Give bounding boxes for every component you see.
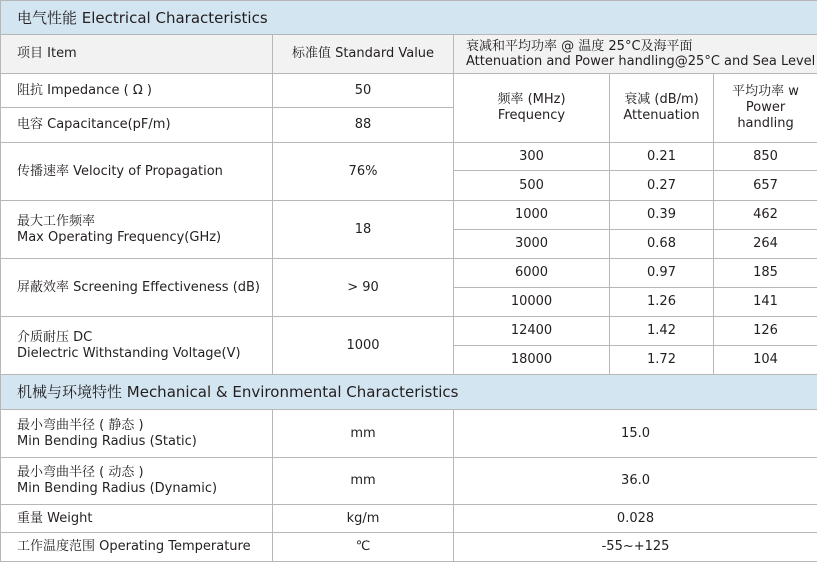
frequency-cell: 500 xyxy=(454,171,610,201)
param-label: 屏蔽效率 Screening Effectiveness (dB) xyxy=(1,259,273,317)
param-value: 1000 xyxy=(273,317,454,375)
attenuation-cell: 0.21 xyxy=(610,143,714,171)
power-subheader-cn: 平均功率 w xyxy=(714,84,817,100)
power-cell: 185 xyxy=(714,259,817,288)
attenuation-subheader xyxy=(610,74,714,143)
mech-value: 0.028 xyxy=(454,505,817,533)
param-label xyxy=(1,201,273,259)
mech-unit: kg/m xyxy=(273,505,454,533)
frequency-cell: 1000 xyxy=(454,201,610,230)
mech-unit: mm xyxy=(273,458,454,505)
param-value: > 90 xyxy=(273,259,454,317)
mech-label-en: Min Bending Radius (Dynamic) xyxy=(17,481,272,497)
power-cell: 462 xyxy=(714,201,817,230)
mech-label xyxy=(1,458,273,505)
attenuation-cell: 1.72 xyxy=(610,346,714,375)
param-label-en: Dielectric Withstanding Voltage(V) xyxy=(17,346,272,362)
frequency-cell: 12400 xyxy=(454,317,610,346)
power-cell: 126 xyxy=(714,317,817,346)
standard-value-header: 标准值 Standard Value xyxy=(273,35,454,74)
param-value: 88 xyxy=(273,108,454,143)
frequency-subheader-en: Frequency xyxy=(454,108,609,124)
attenuation-cell: 0.97 xyxy=(610,259,714,288)
param-label-en: Max Operating Frequency(GHz) xyxy=(17,230,272,246)
power-subheader-en2: handling xyxy=(714,116,817,132)
mech-value: 36.0 xyxy=(454,458,817,505)
attenuation-cell: 1.26 xyxy=(610,288,714,317)
param-label-cn: 介质耐压 DC xyxy=(17,330,272,346)
frequency-cell: 18000 xyxy=(454,346,610,375)
param-label: 电容 Capacitance(pF/m) xyxy=(1,108,273,143)
mech-label: 重量 Weight xyxy=(1,505,273,533)
mech-label-en: Min Bending Radius (Static) xyxy=(17,434,272,450)
mech-label: 工作温度范围 Operating Temperature xyxy=(1,533,273,562)
power-cell: 141 xyxy=(714,288,817,317)
attenuation-cell: 0.68 xyxy=(610,230,714,259)
electrical-section-title: 电气性能 Electrical Characteristics xyxy=(1,1,817,35)
param-value: 50 xyxy=(273,74,454,108)
param-label: 阻抗 Impedance ( Ω ) xyxy=(1,74,273,108)
mech-unit: ℃ xyxy=(273,533,454,562)
frequency-cell: 300 xyxy=(454,143,610,171)
frequency-subheader-cn: 频率 (MHz) xyxy=(454,92,609,108)
attenuation-cell: 1.42 xyxy=(610,317,714,346)
frequency-cell: 10000 xyxy=(454,288,610,317)
attenuation-cell: 0.27 xyxy=(610,171,714,201)
power-cell: 850 xyxy=(714,143,817,171)
mech-label xyxy=(1,410,273,458)
param-label-cn: 最大工作频率 xyxy=(17,214,272,230)
mech-value: 15.0 xyxy=(454,410,817,458)
param-value: 18 xyxy=(273,201,454,259)
power-cell: 264 xyxy=(714,230,817,259)
frequency-cell: 3000 xyxy=(454,230,610,259)
power-subheader xyxy=(714,74,817,143)
attenuation-subheader-cn: 衰减 (dB/m) xyxy=(610,92,713,108)
attenuation-cell: 0.39 xyxy=(610,201,714,230)
attenuation-header-cn: 衰减和平均功率 @ 温度 25°C及海平面 xyxy=(466,39,817,54)
mech-value: -55~+125 xyxy=(454,533,817,562)
param-value: 76% xyxy=(273,143,454,201)
power-subheader-en: Power xyxy=(714,100,817,116)
mechanical-section-title: 机械与环境特性 Mechanical & Environmental Characteristics xyxy=(1,375,817,410)
mech-label-cn: 最小弯曲半径 ( 动态 ) xyxy=(17,465,272,481)
power-cell: 657 xyxy=(714,171,817,201)
item-header: 项目 Item xyxy=(1,35,273,74)
frequency-cell: 6000 xyxy=(454,259,610,288)
param-label xyxy=(1,317,273,375)
mech-unit: mm xyxy=(273,410,454,458)
power-cell: 104 xyxy=(714,346,817,375)
mech-label-cn: 最小弯曲半径 ( 静态 ) xyxy=(17,418,272,434)
attenuation-header-en: Attenuation and Power handling@25°C and Sea Level xyxy=(466,54,817,69)
attenuation-header xyxy=(454,35,817,74)
attenuation-subheader-en: Attenuation xyxy=(610,108,713,124)
frequency-subheader xyxy=(454,74,610,143)
param-label: 传播速率 Velocity of Propagation xyxy=(1,143,273,201)
